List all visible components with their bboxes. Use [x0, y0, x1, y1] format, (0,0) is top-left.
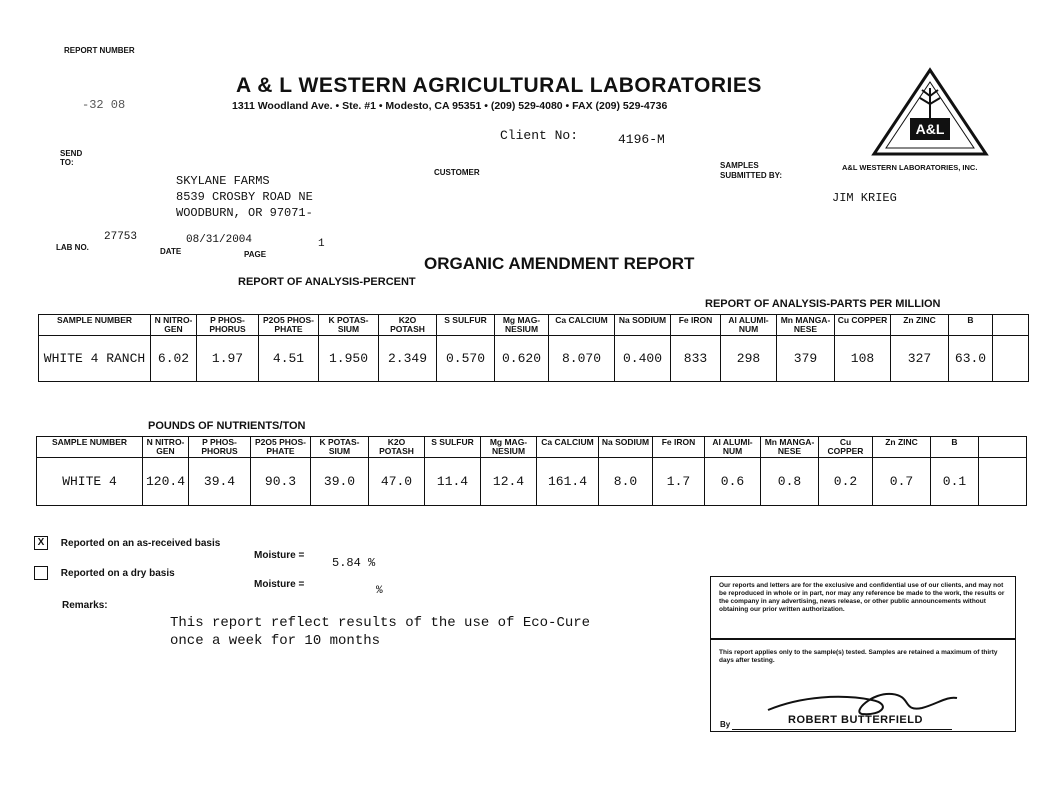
pounds-data-cell-0: WHITE 4 [37, 458, 143, 506]
pounds-data-cell-5: 47.0 [369, 458, 425, 506]
moisture-label: Moisture = [254, 550, 305, 561]
dry-basis-checkbox[interactable] [34, 566, 48, 580]
percent-header-cell-11: Al ALUMI-NUM [721, 315, 777, 336]
lab-address: 1311 Woodland Ave. • Ste. #1 • Modesto, CA 95351 • (209) 529-4080 • FAX (209) 529-4736 [232, 100, 668, 112]
report-title: ORGANIC AMENDMENT REPORT [424, 254, 695, 273]
pounds-data-cell-12: 0.8 [761, 458, 819, 506]
percent-data-cell-5: 2.349 [379, 336, 437, 382]
pounds-header-cell-1: N NITRO-GEN [143, 437, 189, 458]
client-no-value: 4196-M [618, 132, 665, 147]
pounds-header-cell-4: K POTAS-SIUM [311, 437, 369, 458]
date-label: DATE [160, 247, 182, 256]
percent-header-cell-13: Cu COPPER [835, 315, 891, 336]
pounds-table [36, 436, 1038, 506]
percent-data-cell-8: 8.070 [549, 336, 615, 382]
percent-data-cell-16 [993, 336, 1029, 382]
client-no-label: Client No: [500, 128, 579, 143]
percent-header-cell-7: Mg MAG-NESIUM [495, 315, 549, 336]
percent-header-cell-8: Ca CALCIUM [549, 315, 615, 336]
percent-header-cell-16 [993, 315, 1029, 336]
percent-data-cell-2: 1.97 [197, 336, 259, 382]
percent-data-cell-6: 0.570 [437, 336, 495, 382]
percent-header-cell-3: P2O5 PHOS-PHATE [259, 315, 319, 336]
percent-header-cell-1: N NITRO-GEN [151, 315, 197, 336]
pounds-section-title: POUNDS OF NUTRIENTS/TON [148, 420, 306, 432]
signature-line [732, 729, 952, 730]
percent-data-cell-11: 298 [721, 336, 777, 382]
percent-data-cell-3: 4.51 [259, 336, 319, 382]
moisture-value: 5.84 % [332, 556, 376, 570]
percent-header-cell-4: K POTAS-SIUM [319, 315, 379, 336]
percent-data-cell-15: 63.0 [949, 336, 993, 382]
percent-header-row [39, 315, 1029, 336]
disclaimer-text: Our reports and letters are for the exclusive and confidential use of our clients, and may not be reproduced in whole or in part, nor may any reference be made to the work, the results or the company in any advertising, news release, or other public announcements without obtaining our prior written authorization. [719, 582, 1005, 613]
as-received-row [34, 536, 220, 550]
pounds-header-cell-6: S SULFUR [425, 437, 481, 458]
pounds-data-cell-13: 0.2 [819, 458, 873, 506]
svg-text:A&L: A&L [915, 121, 945, 137]
percent-data-cell-1: 6.02 [151, 336, 197, 382]
samples-submitted-label: SAMPLES SUBMITTED BY: [720, 161, 783, 180]
percent-data-cell-9: 0.400 [615, 336, 671, 382]
percent-header-cell-9: Na SODIUM [615, 315, 671, 336]
lab-logo [870, 66, 990, 158]
dry-basis-row [34, 566, 175, 580]
percent-header-cell-2: P PHOS-PHORUS [197, 315, 259, 336]
disclaimer-box [710, 576, 1016, 640]
pounds-header-cell-10: Fe IRON [653, 437, 705, 458]
pounds-data-cell-16 [979, 458, 1027, 506]
percent-header-cell-15: B [949, 315, 993, 336]
pounds-header-cell-16 [979, 437, 1027, 458]
percent-header-cell-14: Zn ZINC [891, 315, 949, 336]
percent-data-cell-7: 0.620 [495, 336, 549, 382]
send-to-line2: 8539 CROSBY ROAD NE [176, 190, 313, 204]
pounds-header-cell-12: Mn MANGA-NESE [761, 437, 819, 458]
moisture2-label: Moisture = [254, 579, 305, 590]
percent-data-cell-13: 108 [835, 336, 891, 382]
send-to-line1: SKYLANE FARMS [176, 174, 270, 188]
percent-section-title: REPORT OF ANALYSIS-PERCENT [238, 276, 416, 288]
disclaimer2-text: This report applies only to the sample(s) tested. Samples are retained a maximum of thirty days after testing. [719, 649, 998, 664]
logo-caption: A&L WESTERN LABORATORIES, INC. [842, 163, 978, 172]
page-value: 1 [318, 238, 325, 250]
pounds-data-cell-10: 1.7 [653, 458, 705, 506]
percent-header-cell-0: SAMPLE NUMBER [39, 315, 151, 336]
pounds-header-cell-8: Ca CALCIUM [537, 437, 599, 458]
pounds-data-cell-4: 39.0 [311, 458, 369, 506]
pounds-header-cell-0: SAMPLE NUMBER [37, 437, 143, 458]
pounds-data-cell-7: 12.4 [481, 458, 537, 506]
report-number-value: -32 08 [82, 98, 126, 112]
pounds-header-cell-14: Zn ZINC [873, 437, 931, 458]
send-to-label: SEND TO: [60, 149, 83, 167]
dry-basis-label: Reported on a dry basis [60, 567, 175, 579]
as-received-label: Reported on an as-received basis [60, 537, 221, 549]
pounds-header-cell-9: Na SODIUM [599, 437, 653, 458]
percent-data-cell-4: 1.950 [319, 336, 379, 382]
pounds-data-cell-6: 11.4 [425, 458, 481, 506]
percent-table [38, 314, 1029, 382]
percent-data-cell-0: WHITE 4 RANCH [39, 336, 151, 382]
pounds-data-row [37, 458, 1038, 506]
remarks-line2: once a week for 10 months [170, 633, 381, 649]
remarks-label: Remarks: [62, 600, 108, 611]
lab-no-label: LAB NO. [56, 243, 89, 252]
signer-name: ROBERT BUTTERFIELD [788, 714, 923, 726]
as-received-checkbox[interactable]: X [34, 536, 48, 550]
pounds-data-cell-1: 120.4 [143, 458, 189, 506]
pounds-data-cell-3: 90.3 [251, 458, 311, 506]
pounds-data-cell-15: 0.1 [931, 458, 979, 506]
pounds-header-cell-2: P PHOS-PHORUS [189, 437, 251, 458]
pounds-header-cell-11: Al ALUMI-NUM [705, 437, 761, 458]
pounds-header-cell-5: K2O POTASH [369, 437, 425, 458]
by-label: By [720, 720, 731, 729]
pounds-header-cell-3: P2O5 PHOS-PHATE [251, 437, 311, 458]
pounds-data-cell-8: 161.4 [537, 458, 599, 506]
lab-no-value: 27753 [104, 231, 138, 243]
percent-header-cell-5: K2O POTASH [379, 315, 437, 336]
percent-data-cell-14: 327 [891, 336, 949, 382]
pounds-data-cell-11: 0.6 [705, 458, 761, 506]
percent-header-cell-6: S SULFUR [437, 315, 495, 336]
pounds-data-cell-2: 39.4 [189, 458, 251, 506]
percent-header-cell-12: Mn MANGA-NESE [777, 315, 835, 336]
page-label: PAGE [244, 250, 267, 259]
customer-label: CUSTOMER [434, 168, 480, 177]
pounds-data-cell-9: 8.0 [599, 458, 653, 506]
pounds-header-row [37, 437, 1038, 458]
ppm-section-title: REPORT OF ANALYSIS-PARTS PER MILLION [705, 298, 941, 310]
percent-data-row [39, 336, 1029, 382]
lab-name: A & L WESTERN AGRICULTURAL LABORATORIES [236, 74, 762, 97]
moisture2-value: % [376, 585, 383, 597]
percent-header-cell-10: Fe IRON [671, 315, 721, 336]
pounds-header-cell-7: Mg MAG-NESIUM [481, 437, 537, 458]
pounds-data-cell-14: 0.7 [873, 458, 931, 506]
pounds-header-cell-13: Cu COPPER [819, 437, 873, 458]
remarks-line1: This report reflect results of the use of Eco-Cure [170, 615, 591, 631]
percent-data-cell-12: 379 [777, 336, 835, 382]
report-number-label: REPORT NUMBER [64, 46, 135, 55]
samples-submitted-value: JIM KRIEG [832, 191, 897, 205]
send-to-line3: WOODBURN, OR 97071- [176, 206, 313, 220]
percent-data-cell-10: 833 [671, 336, 721, 382]
pounds-header-cell-15: B [931, 437, 979, 458]
date-value: 08/31/2004 [186, 234, 253, 246]
